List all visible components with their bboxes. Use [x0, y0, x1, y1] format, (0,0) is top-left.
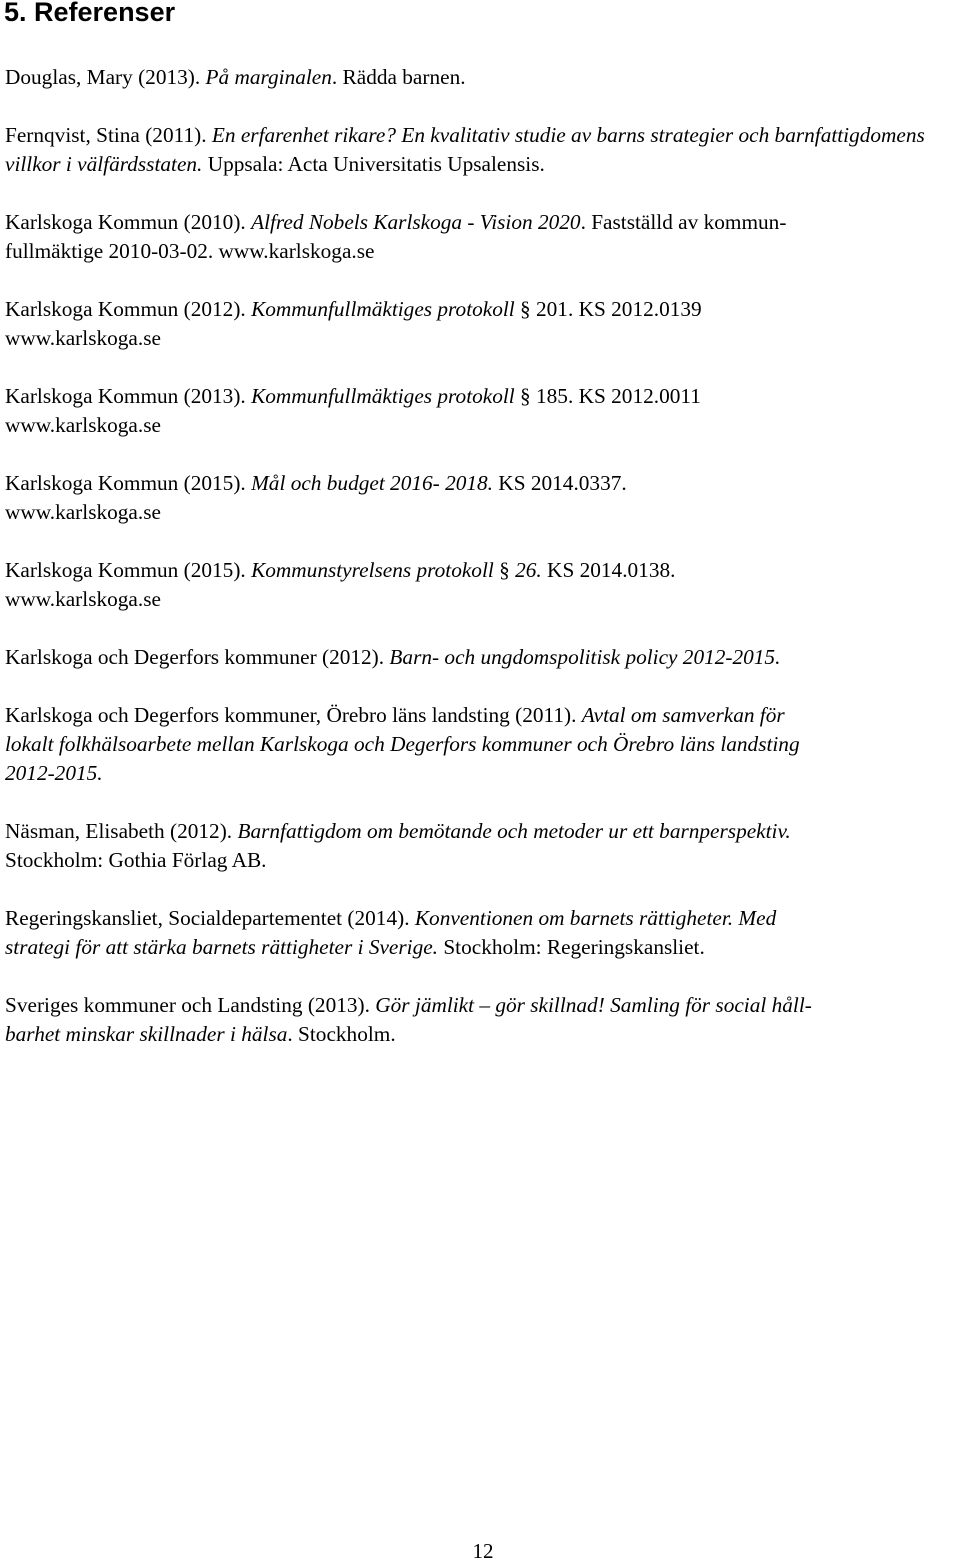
reference-title: Mål och budget 2016- 2018.: [251, 471, 493, 495]
reference-entry: [5, 295, 955, 353]
reference-text: fullmäktige 2010-03-02. www.karlskoga.se: [5, 239, 375, 263]
reference-text: KS 2014.0138.: [541, 558, 676, 582]
reference-title: Gör jämlikt – gör skillnad! Samling för social håll-: [375, 993, 812, 1017]
reference-text: Karlskoga Kommun (2012).: [5, 297, 252, 321]
reference-entry: [5, 208, 955, 266]
page-number: 12: [472, 1539, 494, 1563]
reference-text: KS 2014.0337.: [492, 471, 627, 495]
page-heading: 5. Referenser: [4, 0, 176, 27]
reference-text: Karlskoga och Degerfors kommuner, Örebro läns landsting (2011).: [5, 703, 582, 727]
reference-entry: [5, 469, 955, 527]
reference-title: 2012-2015.: [5, 761, 103, 785]
reference-entry: [5, 382, 955, 440]
reference-title: Konventionen om barnets rättigheter. Med: [414, 906, 777, 930]
reference-entry: [5, 556, 955, 614]
reference-entry: [5, 817, 955, 875]
reference-text: Karlskoga Kommun (2013).: [5, 384, 252, 408]
reference-text: 201. KS 2012.0139: [530, 297, 702, 321]
reference-text: Douglas, Mary (2013).: [5, 65, 206, 89]
reference-text: . Fastställd av kommun-: [580, 210, 787, 234]
reference-text: Stockholm: Regeringskansliet.: [438, 935, 705, 959]
reference-text: §: [520, 384, 531, 408]
reference-text: Karlskoga Kommun (2015).: [5, 471, 252, 495]
reference-text: Karlskoga Kommun (2015).: [5, 558, 252, 582]
reference-text: §: [520, 297, 531, 321]
reference-title: lokalt folkhälsoarbete mellan Karlskoga och Degerfors kommuner och Örebro läns landsting: [5, 732, 800, 756]
reference-text: Sveriges kommuner och Landsting (2013).: [5, 993, 376, 1017]
reference-text: Stockholm: Gothia Förlag AB.: [5, 848, 267, 872]
reference-title: Kommunfullmäktiges protokoll: [251, 297, 521, 321]
reference-title: Barn- och ungdomspolitisk policy 2012-2015.: [389, 645, 781, 669]
reference-title: En erfarenhet rikare? En kvalitativ studie av barns strategier och barnfattigdomens villkor i välfärdsstaten.: [5, 123, 925, 176]
reference-title: Avtal om samverkan för: [581, 703, 785, 727]
reference-title: Kommunfullmäktiges protokoll: [251, 384, 521, 408]
reference-text: Karlskoga och Degerfors kommuner (2012).: [5, 645, 390, 669]
reference-title: Barnfattigdom om bemötande och metoder ur ett barnperspektiv.: [237, 819, 791, 843]
reference-list: [5, 63, 955, 1078]
reference-entry: [5, 121, 955, 179]
reference-text: . Stockholm.: [287, 1022, 396, 1046]
reference-title: barhet minskar skillnader i hälsa: [5, 1022, 288, 1046]
reference-text: . Rädda barnen.: [331, 65, 466, 89]
reference-text: §: [499, 558, 510, 582]
reference-text: Regeringskansliet, Socialdepartementet (2014).: [5, 906, 415, 930]
reference-entry: [5, 904, 955, 962]
reference-text: 185. KS 2012.0011: [530, 384, 701, 408]
page-footer: [0, 1538, 960, 1564]
reference-text: Näsman, Elisabeth (2012).: [5, 819, 238, 843]
reference-entry: [5, 991, 955, 1049]
reference-text: www.karlskoga.se: [5, 413, 161, 437]
reference-title: På marginalen: [205, 65, 332, 89]
reference-text: www.karlskoga.se: [5, 500, 161, 524]
reference-entry: [5, 701, 955, 788]
reference-title: strategi för att stärka barnets rättigheter i Sverige.: [5, 935, 439, 959]
reference-entry: [5, 643, 955, 672]
reference-text: Karlskoga Kommun (2010).: [5, 210, 252, 234]
reference-text: www.karlskoga.se: [5, 326, 161, 350]
reference-title: Alfred Nobels Karlskoga - Vision 2020: [251, 210, 581, 234]
reference-text: Fernqvist, Stina (2011).: [5, 123, 212, 147]
reference-title: 26.: [515, 558, 542, 582]
reference-entry: [5, 63, 955, 92]
reference-text: Uppsala: Acta Universitatis Upsalensis.: [202, 152, 545, 176]
reference-title: Kommunstyrelsens protokoll: [251, 558, 500, 582]
reference-text: www.karlskoga.se: [5, 587, 161, 611]
